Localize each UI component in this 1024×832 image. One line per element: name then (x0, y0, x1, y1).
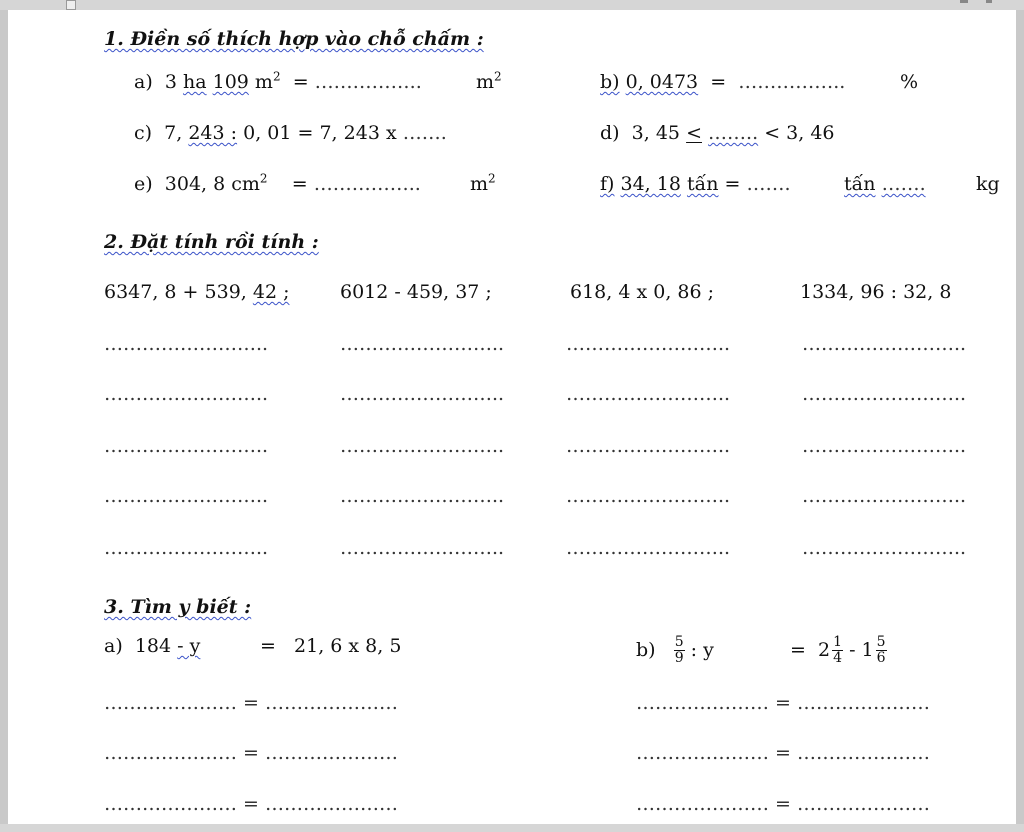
expr-3: 618, 4 x 0, 86 ; (570, 281, 715, 303)
exercise-1b: b) 0, 0473 = …………….. (600, 71, 846, 93)
section-3-title: 3. Tìm y biết : (104, 596, 252, 618)
work-line: …………………….. (802, 333, 967, 355)
exercise-1c: c) 7, 243 : 0, 01 = 7, 243 x ……. (134, 122, 447, 144)
work-line-left: ………………… = ………………… (104, 793, 399, 815)
work-line-left: ………………… = ………………… (104, 692, 399, 714)
work-line: …………………….. (104, 383, 269, 405)
exercise-1f-unit: kg (976, 173, 1000, 195)
exercise-1e: e) 304, 8 $cm^2$ = …………….. (134, 171, 421, 195)
work-line: …………………….. (340, 333, 505, 355)
work-line: …………………….. (104, 333, 269, 355)
work-line: …………………….. (340, 537, 505, 559)
work-line: …………………….. (104, 485, 269, 507)
work-line: …………………….. (104, 537, 269, 559)
work-line: …………………….. (802, 383, 967, 405)
exercise-1f-tail: tấn ……. (844, 173, 926, 195)
mixed-number-2-1-4: 2 $\frac{1}{4}$ (818, 633, 843, 666)
exercise-1a-unit: $m^2$ (476, 69, 502, 93)
work-line: …………………….. (340, 383, 505, 405)
top-ruler (0, 0, 1024, 10)
work-line: …………………….. (566, 383, 731, 405)
work-line: …………………….. (566, 435, 731, 457)
exercise-3b-rhs: = 2 $\frac{1}{4}$ - 1 $\frac{5}{6}$ (790, 633, 886, 666)
ruler-tick (960, 0, 968, 3)
exercise-3a: a) 184 - y (104, 635, 201, 657)
exercise-1f: f) 34, 18 tấn = ……. (600, 173, 791, 195)
work-line-right: ………………… = ………………… (636, 692, 931, 714)
exercise-1b-unit: % (900, 71, 919, 93)
exercise-3b: b) $\frac{5}{9}$ : y (636, 633, 714, 666)
section-1-title: 1. Điền số thích hợp vào chỗ chấm : (104, 28, 484, 50)
exercise-3a-rhs: = 21, 6 x 8, 5 (260, 635, 402, 657)
work-line: …………………….. (802, 537, 967, 559)
work-line: …………………….. (802, 485, 967, 507)
work-line: …………………….. (340, 485, 505, 507)
fraction-5-9: $\frac{5}{9}$ (674, 633, 684, 666)
work-line-left: ………………… = ………………… (104, 742, 399, 764)
exercise-1d: d) 3, 45 < …….. < 3, 46 (600, 122, 835, 144)
work-line: …………………….. (802, 435, 967, 457)
ruler-marker (66, 0, 76, 10)
work-line: …………………….. (566, 537, 731, 559)
document-page (8, 10, 1016, 824)
work-line: …………………….. (340, 435, 505, 457)
mixed-number-1-5-6: 1 $\frac{5}{6}$ (861, 633, 886, 666)
section-2-title: 2. Đặt tính rồi tính : (104, 231, 319, 253)
expr-1: 6347, 8 + 539, 42 ; (104, 281, 290, 303)
work-line-right: ………………… = ………………… (636, 793, 931, 815)
exercise-1e-unit: $m^2$ (470, 171, 496, 195)
work-line: …………………….. (566, 333, 731, 355)
expr-2: 6012 - 459, 37 ; (340, 281, 492, 303)
work-line: …………………….. (104, 435, 269, 457)
work-line-right: ………………… = ………………… (636, 742, 931, 764)
ruler-tick (986, 0, 992, 3)
expr-4: 1334, 96 : 32, 8 (800, 281, 952, 303)
exercise-1a: a) 3 ha 109 $m^2$ = …………….. (134, 69, 422, 93)
work-line: …………………….. (566, 485, 731, 507)
bottom-status-bar (0, 824, 1024, 832)
